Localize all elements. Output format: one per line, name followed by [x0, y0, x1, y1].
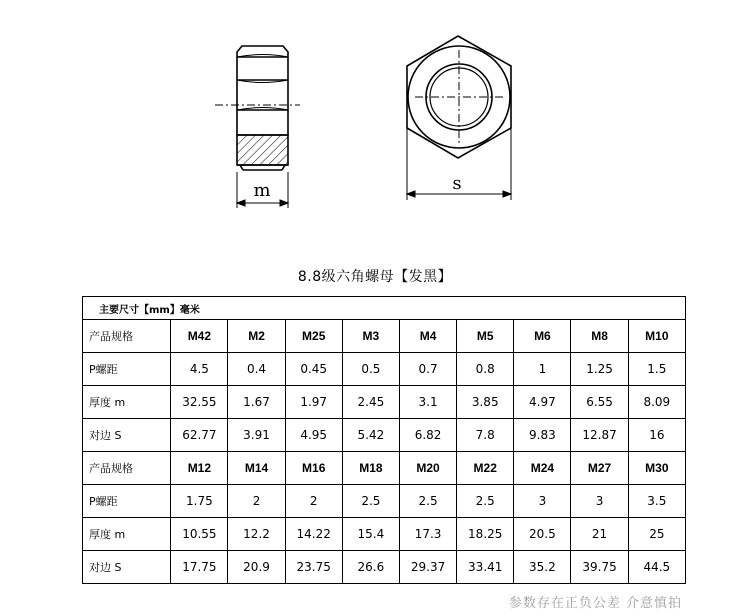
value-cell: 2.45	[342, 386, 399, 419]
spec-cell: M3	[342, 320, 399, 353]
spec-cell: M5	[457, 320, 514, 353]
value-cell: 18.25	[457, 518, 514, 551]
value-cell: 0.7	[399, 353, 456, 386]
value-cell: 17.75	[171, 551, 228, 584]
value-cell: 0.45	[285, 353, 342, 386]
hex-nut-drawing	[0, 0, 750, 240]
value-cell: 8.09	[628, 386, 685, 419]
spec-cell: M22	[457, 452, 514, 485]
value-cell: 0.8	[457, 353, 514, 386]
value-cell: 4.5	[171, 353, 228, 386]
value-cell: 6.82	[399, 419, 456, 452]
spec-cell: M16	[285, 452, 342, 485]
row-label: P螺距	[83, 485, 171, 518]
value-cell: 44.5	[628, 551, 685, 584]
value-cell: 3.85	[457, 386, 514, 419]
value-cell: 3	[571, 485, 628, 518]
value-cell: 23.75	[285, 551, 342, 584]
table-row	[83, 485, 686, 518]
value-cell: 1.25	[571, 353, 628, 386]
row-label: 对边 S	[83, 551, 171, 584]
value-cell: 33.41	[457, 551, 514, 584]
value-cell: 29.37	[399, 551, 456, 584]
value-cell: 9.83	[514, 419, 571, 452]
table-row	[83, 551, 686, 584]
value-cell: 2.5	[457, 485, 514, 518]
spec-cell: M10	[628, 320, 685, 353]
value-cell: 35.2	[514, 551, 571, 584]
value-cell: 3.1	[399, 386, 456, 419]
value-cell: 0.5	[342, 353, 399, 386]
spec-cell: M2	[228, 320, 285, 353]
spec-cell: M25	[285, 320, 342, 353]
spec-cell: M20	[399, 452, 456, 485]
spec-table-body	[83, 297, 686, 584]
value-cell: 7.8	[457, 419, 514, 452]
unit-row	[83, 297, 686, 320]
value-cell: 20.5	[514, 518, 571, 551]
value-cell: 3.5	[628, 485, 685, 518]
value-cell: 2	[285, 485, 342, 518]
table-row	[83, 518, 686, 551]
value-cell: 5.42	[342, 419, 399, 452]
value-cell: 12.87	[571, 419, 628, 452]
value-cell: 4.97	[514, 386, 571, 419]
value-cell: 21	[571, 518, 628, 551]
value-cell: 3.91	[228, 419, 285, 452]
value-cell: 39.75	[571, 551, 628, 584]
spec-cell: M30	[628, 452, 685, 485]
value-cell: 4.95	[285, 419, 342, 452]
spec-cell: M4	[399, 320, 456, 353]
label-s: s	[452, 173, 462, 194]
value-cell: 26.6	[342, 551, 399, 584]
row-label: 产品规格	[83, 320, 171, 353]
value-cell: 1.67	[228, 386, 285, 419]
table-row	[83, 320, 686, 353]
tolerance-note: 参数存在正负公差 介意慎拍	[508, 596, 682, 611]
value-cell: 15.4	[342, 518, 399, 551]
spec-cell: M24	[514, 452, 571, 485]
value-cell: 1.97	[285, 386, 342, 419]
value-cell: 16	[628, 419, 685, 452]
row-label: 厚度 m	[83, 386, 171, 419]
value-cell: 1.5	[628, 353, 685, 386]
row-label: 产品规格	[83, 452, 171, 485]
value-cell: 1.75	[171, 485, 228, 518]
value-cell: 6.55	[571, 386, 628, 419]
value-cell: 2.5	[342, 485, 399, 518]
label-m: m	[253, 180, 271, 201]
table-row	[83, 419, 686, 452]
value-cell: 2	[228, 485, 285, 518]
unit-note: 主要尺寸【mm】毫米	[83, 297, 686, 320]
value-cell: 2.5	[399, 485, 456, 518]
table-title: 8.8级六角螺母【发黑】	[297, 269, 453, 285]
value-cell: 32.55	[171, 386, 228, 419]
table-row	[83, 452, 686, 485]
value-cell: 3	[514, 485, 571, 518]
value-cell: 17.3	[399, 518, 456, 551]
spec-cell: M8	[571, 320, 628, 353]
row-label: 对边 S	[83, 419, 171, 452]
value-cell: 25	[628, 518, 685, 551]
value-cell: 10.55	[171, 518, 228, 551]
value-cell: 12.2	[228, 518, 285, 551]
side-view	[237, 46, 288, 170]
spec-cell: M27	[571, 452, 628, 485]
value-cell: 14.22	[285, 518, 342, 551]
table-row	[83, 353, 686, 386]
spec-cell: M12	[171, 452, 228, 485]
spec-cell: M42	[171, 320, 228, 353]
row-label: 厚度 m	[83, 518, 171, 551]
value-cell: 1	[514, 353, 571, 386]
value-cell: 62.77	[171, 419, 228, 452]
value-cell: 20.9	[228, 551, 285, 584]
spec-cell: M18	[342, 452, 399, 485]
row-label: P螺距	[83, 353, 171, 386]
spec-table	[82, 296, 686, 584]
value-cell: 0.4	[228, 353, 285, 386]
spec-cell: M14	[228, 452, 285, 485]
table-row	[83, 386, 686, 419]
spec-cell: M6	[514, 320, 571, 353]
